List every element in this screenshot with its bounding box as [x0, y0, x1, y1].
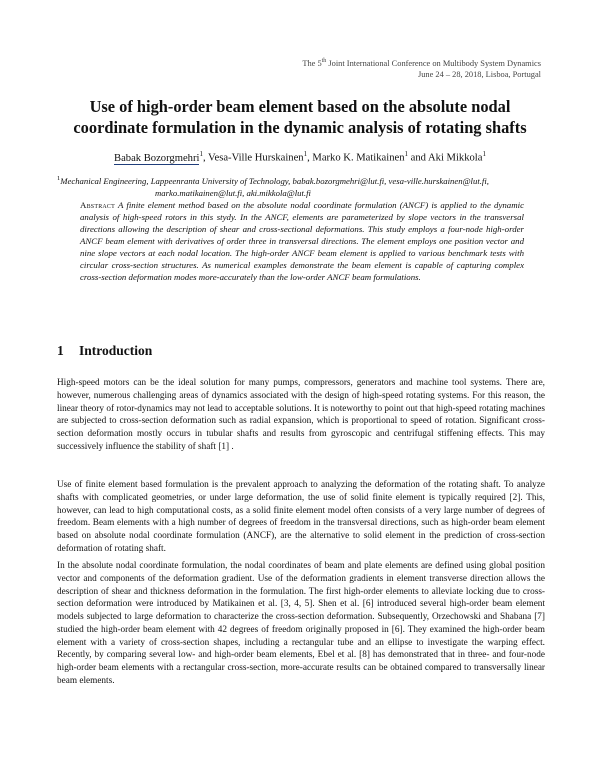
author-link[interactable]: Babak Bozorgmehri: [114, 152, 200, 164]
section-heading: 1 Introduction: [57, 343, 153, 358]
paragraph: High-speed motors can be the ideal solution for many pumps, compressors, generators and machine tool systems. There are, however, numerous challenging areas of dynamics associated with the design of high-speed rotating systems. For this reason, the linear theory of rotor-dynamics may not lead to acceptable solutions. It is noteworthy to point out that high-speed rotating machines are subjected to cross-section deformation such as radial expansion, which is proportional to speed of rotation. Significant cross-section deformation mostly occurs in tubular shafts and results from gyroscopic and centrifugal stiffening effects. This may successively influence the stability of shaft [1] .: [57, 378, 545, 452]
affiliation: $^1$Mechanical Engineering, Lappeenranta University of Technology, babak.bozorgmehri@lut.fi, vesa-ville.hurskainen@lut.fi, marko.matikainen@lut.fi, aki.mikkola@lut.fi: [57, 175, 489, 198]
conference-header: [302, 56, 541, 81]
paper-title: Use of high-order beam element based on the absolute nodal coordinate formulation in the dynamic analysis of rotating shafts: [73, 97, 527, 137]
paragraph: In the absolute nodal coordinate formulation, the nodal coordinates of beam and plate elements are defined using global position vector and components of the deformation gradient. Use of the deformation gradients in element transverse direction allows the description of shear and thickness deformation in the formulation. The first high-order elements to alleviate locking due to cross-section deformation were introduced by Matikainen et al. [3, 4, 5]. Shen et al. [6] introduced several high-order beam element models subjected to large deformation to characterize the cross-section deformation. Subsequently, Orzechowski and Shabana [7] studied the high-order beam element with 42 degrees of freedom originally proposed in [6]. They examined the high-order beam element with a variety of cross-section shapes, including a rectangular tube and an ellipse to investigate the warping effect. Recently, by comparing several low- and high-order beam elements, Ebel et al. [8] has demonstrated that in three- and four-node high-order beam elements with a rectangular cross-section, more-accurate results can be obtained compared to transversally linear beam elements.: [57, 561, 545, 686]
conference-name: The 5th Joint International Conference on Multibody System Dynamics: [302, 58, 541, 68]
author-name: Aki Mikkola: [428, 152, 483, 164]
paragraph: Use of finite element based formulation is the prevalent approach to analyzing the deformation of the rotating shaft. To analyze shafts with complicated geometries, or under large deformation, the use of solid finite element is typically required [2]. This, however, can lead to high computational costs, as a solid finite element model often consists of a very large number of degrees of freedom. Beam elements with a high number of degrees of freedom in the transversal directions, such as high-order beam element based on absolute nodal coordinate formulation (ANCF), are the alternative to solid element in the prediction of cross-section deformation of rotating shaft.: [57, 480, 545, 554]
author-name: Vesa-Ville Hurskainen: [208, 152, 304, 164]
author-list: Babak Bozorgmehri$^1$, Vesa-Ville Hurskainen$^1$, Marko K. Matikainen$^1$ and Aki Mikkola$^1$: [114, 150, 486, 164]
conference-dates: June 24 – 28, 2018, Lisboa, Portugal: [417, 70, 541, 80]
abstract: Abstract A finite element method based on the absolute nodal coordinate formulation (ANCF) is applied to the dynamic analysis of high-speed rotors in this stydy. In the ANCF, elements are parameterized by slope vectors in the transversal directions allowing the description of shear and cross-sectional deformations. This study employs a four-node high-order ANCF beam element with derivatives of order three in transversal directions. The element employs one position vector and nine slope vectors at each nodal location. The high-order ANCF beam element is applied to various benchmark tests with circular cross-section structures. As numerical examples demonstrate the beam element is capable of capturing complex cross-section deformation modes more-accurately than the low-order ANCF beam formulations.: [80, 200, 524, 282]
author-name: Marko K. Matikainen: [312, 152, 405, 164]
